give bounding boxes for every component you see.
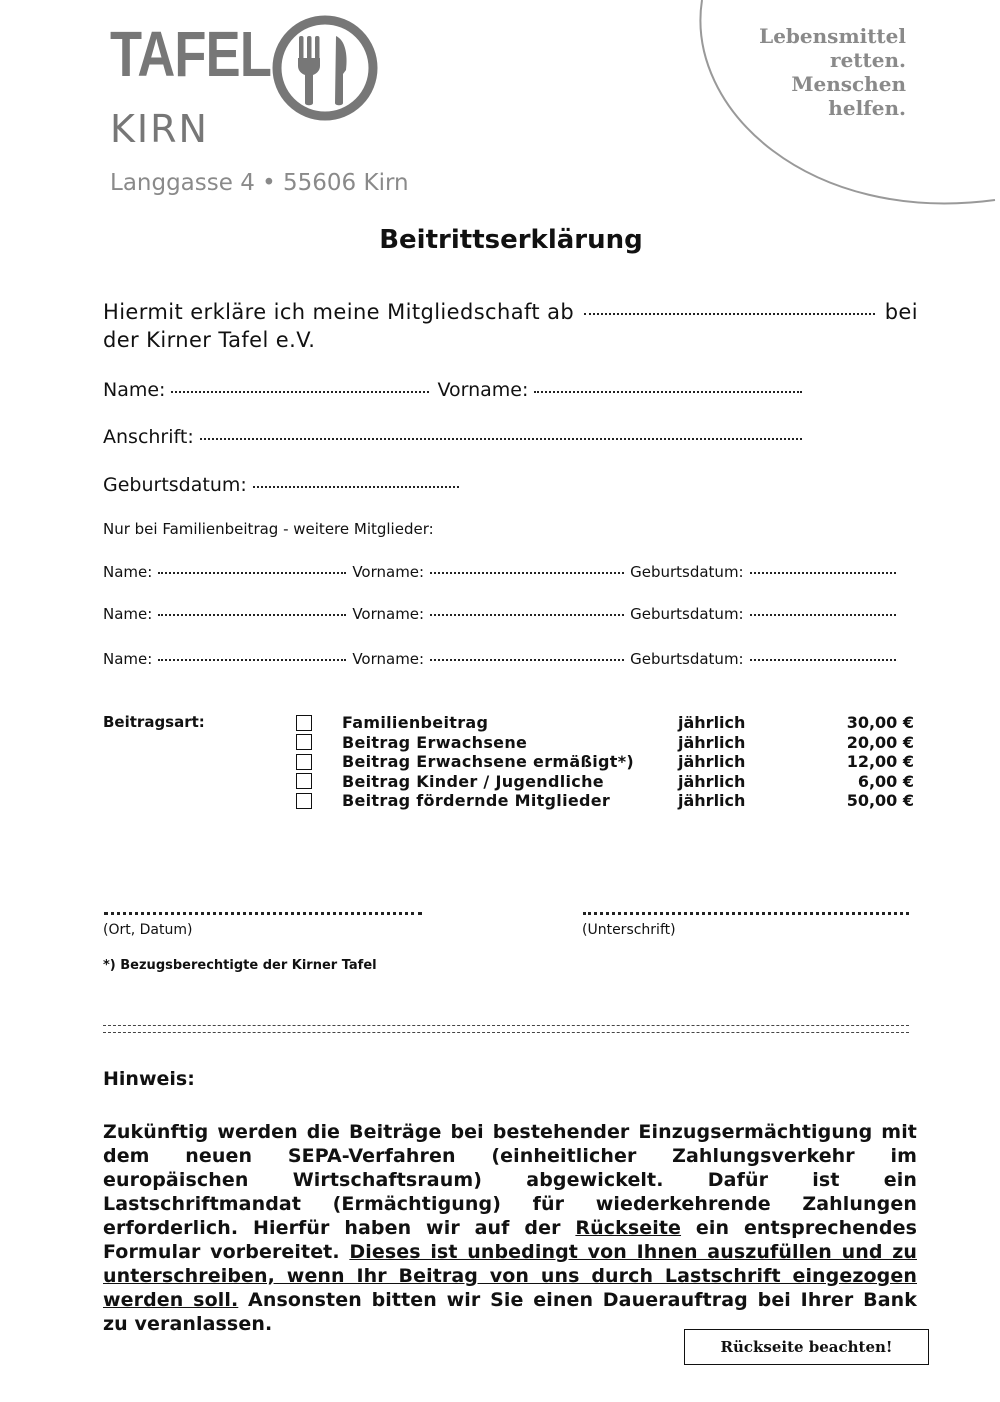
name-label: Name:	[103, 379, 166, 401]
hinweis-text-part: Ansonsten bitten wir Sie einen Dauerauftrag bei Ihrer Bank zu veranlassen.	[103, 1289, 917, 1335]
name-row	[103, 379, 802, 401]
fee-checkbox[interactable]	[296, 754, 312, 770]
fee-list	[296, 713, 914, 811]
family-vorname-field[interactable]	[430, 614, 624, 616]
fee-checkbox[interactable]	[296, 793, 312, 809]
geburtsdatum-row	[103, 474, 459, 496]
fee-option	[296, 752, 914, 772]
logo-tafel-text: TAFEL	[110, 18, 272, 90]
vorname-field[interactable]	[534, 391, 802, 393]
fee-checkbox[interactable]	[296, 715, 312, 731]
fee-name: Beitrag fördernde Mitglieder	[342, 791, 611, 811]
page-title: Beitrittserklärung	[379, 225, 643, 255]
fee-checkbox[interactable]	[296, 773, 312, 789]
slogan-line: Lebensmittel	[759, 24, 906, 48]
family-name-label: Name:	[103, 563, 153, 581]
anschrift-row	[103, 426, 802, 448]
fee-amount: 30,00 €	[846, 713, 914, 733]
back-notice-box: Rückseite beachten!	[684, 1329, 929, 1365]
fee-checkbox[interactable]	[296, 734, 312, 750]
hinweis-text	[103, 1120, 917, 1336]
family-member-row	[103, 563, 903, 581]
unterschrift-field[interactable]	[583, 912, 909, 915]
anschrift-field[interactable]	[200, 438, 802, 440]
fee-amount: 50,00 €	[846, 791, 914, 811]
fee-option	[296, 772, 914, 792]
slogan-line: Menschen	[791, 72, 906, 96]
hinweis-text-part: ein entsprechendes Formular vorbereitet.	[103, 1217, 917, 1263]
fee-amount: 20,00 €	[846, 732, 914, 752]
family-name-label: Name:	[103, 650, 153, 668]
name-field[interactable]	[171, 391, 429, 393]
ort-datum-label: (Ort, Datum)	[103, 922, 193, 938]
family-name-field[interactable]	[158, 614, 346, 616]
family-name-field[interactable]	[158, 572, 346, 574]
family-vorname-field[interactable]	[430, 659, 624, 661]
ort-datum-field[interactable]	[104, 912, 422, 915]
geburtsdatum-label: Geburtsdatum:	[103, 474, 247, 496]
family-geburtsdatum-field[interactable]	[750, 614, 896, 616]
family-vorname-field[interactable]	[430, 572, 624, 574]
fee-option	[296, 791, 914, 811]
fee-period: jährlich	[678, 713, 746, 733]
hinweis-text-part: Zukünftig werden die Beiträge bei bestehender Einzugsermächtigung mit dem neuen SEPA-Verfahren (einheitlicher Zahlungsverkehr im europäischen Wirtschaftsraum) abgewickelt. Dafür ist ein Lastschriftmandat (Ermächtigung) für wiederkehrende Zahlungen erforderlich. Hierfür haben wir auf der	[103, 1121, 917, 1239]
intro-statement	[103, 298, 918, 354]
logo-kirn-text: KIRN	[110, 107, 209, 151]
slogan	[759, 24, 906, 120]
fee-name: Familienbeitrag	[342, 713, 489, 733]
membership-date-field[interactable]	[584, 313, 875, 315]
fee-name: Beitrag Erwachsene ermäßigt*)	[342, 752, 635, 772]
fee-amount: 6,00 €	[857, 771, 914, 791]
fee-period: jährlich	[678, 732, 746, 752]
family-geburtsdatum-field[interactable]	[750, 572, 896, 574]
beitragsart-label: Beitragsart:	[103, 713, 205, 731]
intro-text-3: der Kirner Tafel e.V.	[103, 328, 316, 352]
cutlery-logo-icon	[270, 12, 380, 124]
family-geburtsdatum-label: Geburtsdatum:	[630, 563, 744, 581]
fee-amount: 12,00 €	[846, 752, 914, 772]
unterschrift-label: (Unterschrift)	[582, 922, 676, 938]
family-geburtsdatum-label: Geburtsdatum:	[630, 605, 744, 623]
family-vorname-label: Vorname:	[352, 650, 425, 668]
slogan-line: helfen.	[828, 96, 906, 120]
hinweis-rueckseite: Rückseite	[575, 1217, 682, 1239]
family-vorname-label: Vorname:	[352, 605, 425, 623]
family-geburtsdatum-label: Geburtsdatum:	[630, 650, 744, 668]
intro-text-2: bei	[884, 300, 918, 324]
hinweis-title: Hinweis:	[103, 1068, 195, 1090]
fee-name: Beitrag Kinder / Jugendliche	[342, 771, 604, 791]
family-member-row	[103, 650, 903, 668]
fee-name: Beitrag Erwachsene	[342, 732, 528, 752]
address: Langgasse 4 • 55606 Kirn	[110, 170, 409, 196]
fee-period: jährlich	[678, 771, 746, 791]
fee-option	[296, 733, 914, 753]
intro-text-1: Hiermit erkläre ich meine Mitgliedschaft ab	[103, 300, 575, 324]
fee-period: jährlich	[678, 791, 746, 811]
fee-option	[296, 713, 914, 733]
hinweis-important: Dieses ist unbedingt von Ihnen auszufüllen und zu unterschreiben, wenn Ihr Beitrag von uns durch Lastschrift eingezogen werden soll.	[103, 1241, 917, 1311]
footnote: *) Bezugsberechtigte der Kirner Tafel	[103, 958, 377, 973]
vorname-label: Vorname:	[437, 379, 529, 401]
geburtsdatum-field[interactable]	[253, 486, 459, 488]
family-name-field[interactable]	[158, 659, 346, 661]
fee-period: jährlich	[678, 752, 746, 772]
anschrift-label: Anschrift:	[103, 426, 194, 448]
family-geburtsdatum-field[interactable]	[750, 659, 896, 661]
family-name-label: Name:	[103, 605, 153, 623]
slogan-line: retten.	[830, 48, 906, 72]
family-heading: Nur bei Familienbeitrag - weitere Mitglieder:	[103, 520, 434, 538]
separator-line	[103, 1025, 909, 1033]
family-vorname-label: Vorname:	[352, 563, 425, 581]
family-member-row	[103, 605, 903, 623]
